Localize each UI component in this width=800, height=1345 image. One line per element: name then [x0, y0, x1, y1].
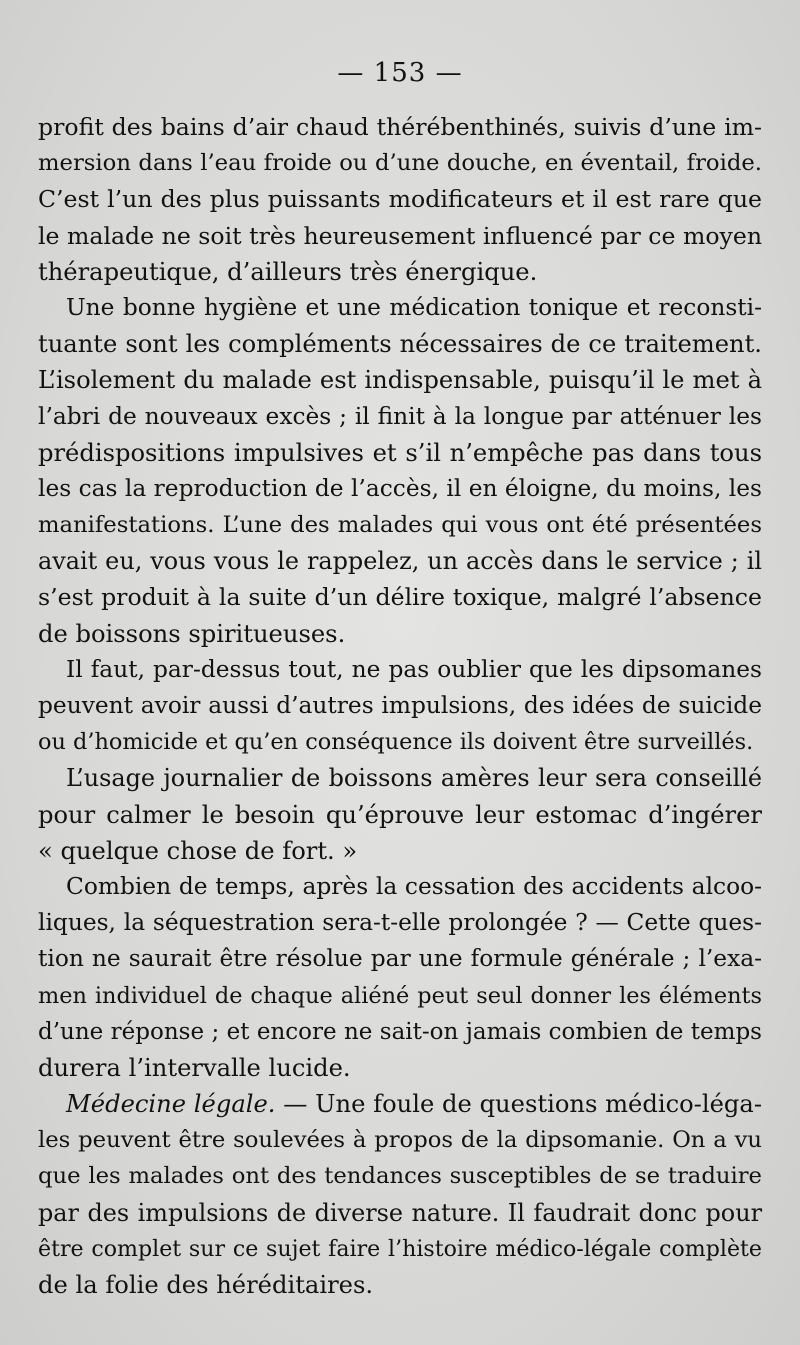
- body-text: [38, 109, 762, 1303]
- text-line: L’usage journalier de boissons amères leur sera conseillé: [66, 764, 762, 793]
- paragraph: [38, 1086, 762, 1303]
- paragraph: [38, 109, 762, 290]
- text-line: les cas la reproduction de l’accès, il en éloigne, du moins, les: [38, 474, 762, 502]
- text-line: « quelque chose de fort. »: [38, 836, 358, 865]
- text-line: Une bonne hygiène et une médication tonique et reconsti-: [66, 293, 762, 321]
- text-line: durera l’intervalle lucide.: [38, 1053, 351, 1082]
- text-line: de boissons spiritueuses.: [38, 619, 346, 648]
- text-line: pour calmer le besoin qu’éprouve leur estomac d’ingérer: [38, 800, 762, 829]
- heading-line-rest: — Une foule de questions médico-léga-: [275, 1090, 762, 1119]
- text-line: tion ne saurait être résolue par une formule générale ; l’exa-: [38, 945, 762, 973]
- text-line: prédispositions impulsives et s’il n’empêche pas dans tous: [38, 438, 762, 467]
- text-line: l’abri de nouveaux excès ; il finit à la longue par atténuer les: [38, 402, 762, 430]
- paragraph: [38, 760, 762, 869]
- page-number: — 153 —: [337, 58, 463, 88]
- text-line: profit des bains d’air chaud thérébenthinés, suivis d’une im-: [38, 113, 762, 141]
- text-line: tuante sont les compléments nécessaires de ce traitement.: [38, 330, 762, 359]
- section-heading: Médecine légale.: [66, 1090, 276, 1119]
- text-line: peuvent avoir aussi d’autres impulsions, des idées de suicide: [38, 692, 762, 719]
- text-line: s’est produit à la suite d’un délire toxique, malgré l’absence: [38, 583, 762, 612]
- text-line: de la folie des héréditaires.: [38, 1271, 374, 1299]
- text-line: Il faut, par-dessus tout, ne pas oublier que les dipsomanes: [66, 655, 762, 683]
- text-line: par des impulsions de diverse nature. Il faudrait donc pour: [38, 1198, 762, 1227]
- text-line: liques, la séquestration sera-t-elle prolongée ? — Cette ques-: [38, 909, 762, 937]
- text-line: être complet sur ce sujet faire l’histoire médico-légale complète: [38, 1235, 762, 1262]
- text-line: L’isolement du malade est indispensable, puisqu’il le met à: [38, 366, 762, 395]
- text-line: d’une réponse ; et encore ne sait-on jamais combien de temps: [38, 1018, 762, 1045]
- text-line: que les malades ont des tendances susceptibles de se traduire: [38, 1163, 762, 1190]
- paragraph: [38, 290, 762, 652]
- paragraph: [38, 869, 762, 1086]
- text-line: thérapeutique, d’ailleurs très énergique.: [38, 257, 538, 286]
- text-line: mersion dans l’eau froide ou d’une douche, en éventail, froide.: [38, 150, 762, 177]
- text-line: ou d’homicide et qu’en conséquence ils doivent être surveillés.: [38, 729, 754, 756]
- text-line: manifestations. L’une des malades qui vous ont été présentées: [38, 512, 762, 539]
- text-line: le malade ne soit très heureusement influencé par ce moyen: [38, 221, 763, 250]
- paragraph: [38, 652, 762, 761]
- text-line: men individuel de chaque aliéné peut seul donner les éléments: [38, 982, 762, 1009]
- text-line: [38, 1086, 762, 1122]
- text-line: C’est l’un des plus puissants modificateurs et il est rare que: [38, 185, 762, 214]
- text-line: avait eu, vous vous le rappelez, un accès dans le service ; il: [38, 547, 762, 576]
- text-line: Combien de temps, après la cessation des accidents alcoo-: [66, 872, 762, 900]
- text-line: les peuvent être soulevées à propos de la dipsomanie. On a vu: [38, 1127, 762, 1154]
